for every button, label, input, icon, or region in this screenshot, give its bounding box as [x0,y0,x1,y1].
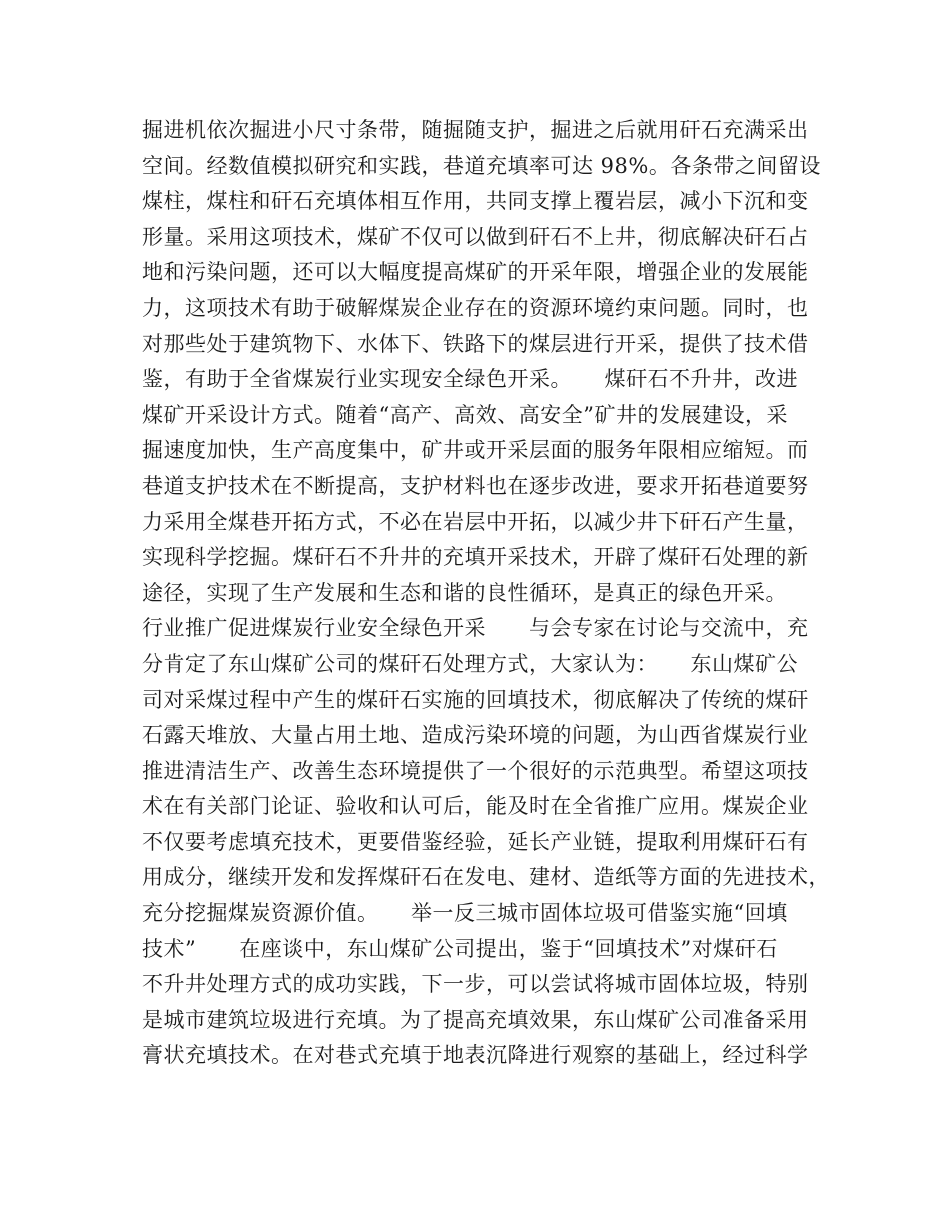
text-line: 力采用全煤巷开拓方式，不必在岩层中开拓，以减少井下矸石产生量， [142,509,809,534]
text-line: 司对采煤过程中产生的煤矸石实施的回填技术，彻底解决了传统的煤矸 [142,687,809,712]
text-line: 术在有关部门论证、验收和认可后，能及时在全省推广应用。煤炭企业 [142,794,809,819]
text-line: 鉴，有助于全省煤炭行业实现安全绿色开采。 煤矸石不升井，改进 [142,367,798,392]
text-line: 不升井处理方式的成功实践，下一步，可以尝试将城市固体垃圾，特别 [142,972,809,997]
text-line: 对那些处于建筑物下、水体下、铁路下的煤层进行开采，提供了技术借 [142,331,809,356]
text-line: 用成分，继续开发和发挥煤矸石在发电、建材、造纸等方面的先进技术， [142,865,830,890]
text-line: 不仅要考虑填充技术，更要借鉴经验，延长产业链，提取利用煤矸石有 [142,829,809,854]
body-text [142,113,830,1074]
text-line: 推进清洁生产、改善生态环境提供了一个很好的示范典型。希望这项技 [142,758,809,783]
text-line: 形量。采用这项技术，煤矿不仅可以做到矸石不上井，彻底解决矸石占 [142,224,809,249]
text-line: 地和污染问题，还可以大幅度提高煤矿的开采年限，增强企业的发展能 [142,260,809,285]
text-line: 膏状充填技术。在对巷式充填于地表沉降进行观察的基础上，经过科学 [142,1043,809,1068]
text-line: 途径，实现了生产发展和生态和谐的良性循环，是真正的绿色开采。 [142,580,787,605]
text-line: 掘进机依次掘进小尺寸条带，随掘随支护，掘进之后就用矸石充满采出 [142,118,809,142]
text-line: 空间。经数值模拟研究和实践，巷道充填率可达 98%。各条带之间留设 [142,153,821,178]
text-line: 充分挖掘煤炭资源价值。 举一反三城市固体垃圾可借鉴实施“回填 [142,901,788,926]
text-line: 煤矿开采设计方式。随着“高产、高效、高安全”矿井的发展建设，采 [142,402,788,427]
text-line: 煤柱，煤柱和矸石充填体相互作用，共同支撑上覆岩层，减小下沉和变 [142,189,809,214]
text-line: 分肯定了东山煤矿公司的煤矸石处理方式，大家认为： 东山煤矿公 [142,651,798,676]
text-line: 实现科学挖掘。煤矸石不升井的充填开采技术，开辟了煤矸石处理的新 [142,545,809,570]
text-line: 巷道支护技术在不断提高，支护材料也在逐步改进，要求开拓巷道要努 [142,473,809,498]
text-line: 行业推广促进煤炭行业安全绿色开采 与会专家在讨论与交流中，充 [142,616,809,641]
text-line: 是城市建筑垃圾进行充填。为了提高充填效果，东山煤矿公司准备采用 [142,1007,809,1032]
text-line: 力，这项技术有助于破解煤炭企业存在的资源环境约束问题。同时，也 [142,295,809,320]
text-line: 石露天堆放、大量占用土地、造成污染环境的问题，为山西省煤炭行业 [142,723,809,748]
text-line: 掘速度加快，生产高度集中，矿井或开采层面的服务年限相应缩短。而 [142,438,809,463]
text-line: 技术” 在座谈中，东山煤矿公司提出，鉴于“回填技术”对煤矸石 [142,936,778,961]
